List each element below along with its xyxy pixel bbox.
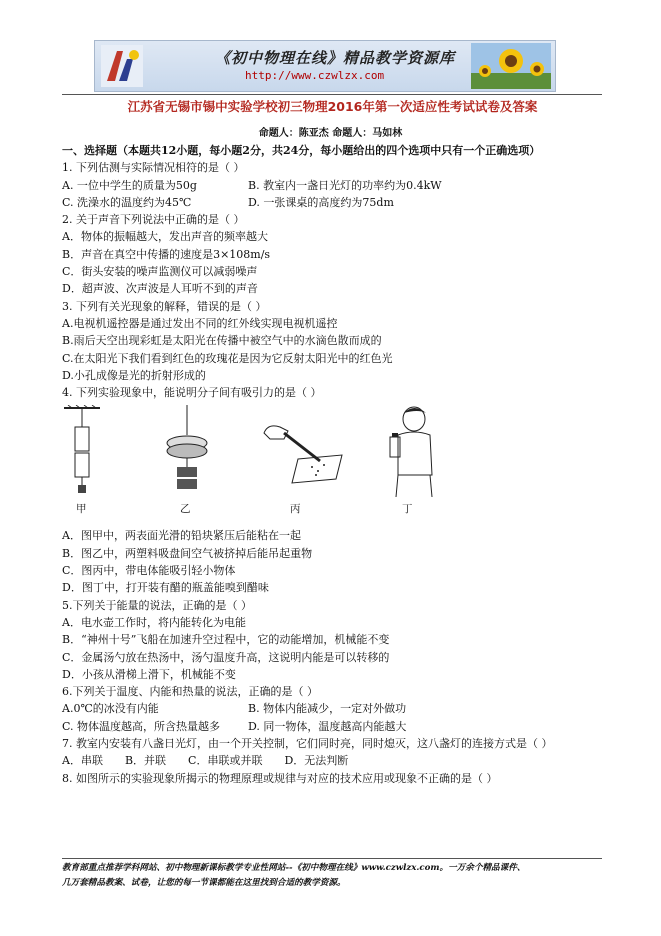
option-d: D．无法判断 [284, 754, 349, 768]
option-a: A．图甲中，两表面光滑的铅块紧压后能粘在一起 [62, 529, 301, 543]
option-d: D.小孔成像是光的折射形成的 [62, 368, 206, 382]
option-c: C.在太阳光下我们看到红色的玫瑰花是因为它反射太阳光中的红色光 [62, 351, 393, 365]
question-1-options-ab [62, 177, 622, 194]
figure-caption: 甲 [76, 503, 87, 516]
document-title: 江苏省无锡市锡中实验学校初三物理2016年第一次适应性考试试卷及答案 [127, 99, 538, 114]
option-d: D．超声波、次声波是人耳听不到的声音 [62, 282, 258, 296]
option-b: B．“神州十号”飞船在加速升空过程中，它的动能增加，机械能不变 [62, 633, 390, 647]
option-d: D. 同一物体，温度越高内能越大 [248, 719, 407, 733]
option-b: B. 教室内一盏日光灯的功率约为0.4kW [248, 178, 442, 192]
question-1-stem: 1. 下列估测与实际情况相符的是（ ） [62, 161, 245, 175]
option-c: C．串联或并联 [188, 754, 263, 768]
option-d: D．图丁中，打开装有醋的瓶盖能嗅到醋味 [62, 581, 269, 595]
option-b: B．并联 [124, 754, 167, 768]
option-a: A. 一位中学生的质量为50g [62, 178, 197, 192]
figure-caption: 乙 [180, 503, 191, 516]
person-bottle-figure [374, 405, 440, 501]
option-b: B. 物体内能减少，一定对外做功 [248, 702, 407, 716]
site-logo-icon [101, 45, 143, 87]
option-a: A．电水壶工作时，将内能转化为电能 [62, 615, 246, 629]
suction-cups-figure [162, 405, 212, 497]
option-a: A．物体的振幅越大，发出声音的频率越大 [62, 230, 268, 244]
banner-url[interactable]: http://www.czwlzx.com [245, 69, 385, 82]
option-b: B．声音在真空中传播的速度是3×108m/s [62, 247, 271, 261]
question-7-stem: 7. 教室内安装有八盏日光灯，由一个开关控制，它们同时亮，同时熄灭，这八盏灯的连接方式是（ ） [62, 737, 553, 751]
sunflower-icon [471, 43, 551, 89]
option-c: C. 物体温度越高，所含热量越多 [62, 719, 221, 733]
footer [62, 861, 607, 891]
question-2-stem: 2. 关于声音下列说法中正确的是（ ） [62, 213, 245, 227]
banner [94, 40, 556, 92]
option-b: B.雨后天空出现彩虹是太阳光在传播中被空气中的水滴色散而成的 [62, 334, 382, 348]
header-divider [62, 94, 602, 95]
footer-line-1: 教育部重点推荐学科网站、初中物理新课标教学专业性网站--《初中物理在线》www.czwlzx.com。一万余个精品课件、 [62, 863, 526, 873]
lead-blocks-figure [64, 405, 100, 497]
question-3-stem: 3. 下列有关光现象的解释，错误的是（ ） [62, 299, 267, 313]
question-4-figure [62, 401, 622, 527]
question-6-stem: 6.下列关于温度、内能和热量的说法，正确的是（ ） [62, 685, 318, 699]
question-4-stem: 4. 下列实验现象中，能说明分子间有吸引力的是（ ） [62, 386, 322, 400]
figure-caption: 丙 [290, 503, 301, 516]
question-6-options-cd [62, 718, 622, 735]
question-1-options-cd [62, 194, 622, 211]
question-6-options-ab [62, 700, 622, 717]
document-authors: 命题人：陈亚杰 命题人：马如林 [258, 128, 403, 139]
footer-divider [62, 858, 602, 859]
option-d: D．小孩从滑梯上滑下，机械能不变 [62, 667, 236, 681]
option-c: C．金属汤勺放在热汤中，汤勺温度升高，这说明内能是可以转移的 [62, 650, 390, 664]
footer-line-2: 几万套精品教案、试卷，让您的每一节课都能在这里找到合适的教学资源。 [62, 878, 346, 888]
option-c: C．街头安装的噪声监测仪可以减弱噪声 [62, 265, 258, 279]
figure-caption: 丁 [402, 503, 413, 516]
question-5-stem: 5.下列关于能量的说法，正确的是（ ） [62, 598, 252, 612]
section-heading: 一、选择题（本题共12小题，每小题2分，共24分，每小题给出的四个选项中只有一个正确选项） [62, 144, 541, 157]
option-c: C．图丙中，带电体能吸引轻小物体 [62, 564, 236, 578]
option-a: A.电视机遥控器是通过发出不同的红外线实现电视机遥控 [62, 316, 338, 330]
option-c: C. 洗澡水的温度约为45℃ [62, 195, 192, 209]
question-content [62, 142, 622, 787]
question-7-options [62, 752, 622, 769]
question-8-stem: 8. 如图所示的实验现象所揭示的物理原理或规律与对应的技术应用或现象不正确的是（ ） [62, 771, 498, 785]
charged-rod-figure [258, 405, 344, 497]
banner-title: 《初中物理在线》精品教学资源库 [215, 49, 456, 67]
option-b: B．图乙中，两塑料吸盘间空气被挤掉后能吊起重物 [62, 546, 313, 560]
option-d: D. 一张课桌的高度约为75dm [248, 195, 394, 209]
option-a: A.0℃的冰没有内能 [62, 702, 159, 716]
option-a: A．串联 [62, 754, 103, 768]
